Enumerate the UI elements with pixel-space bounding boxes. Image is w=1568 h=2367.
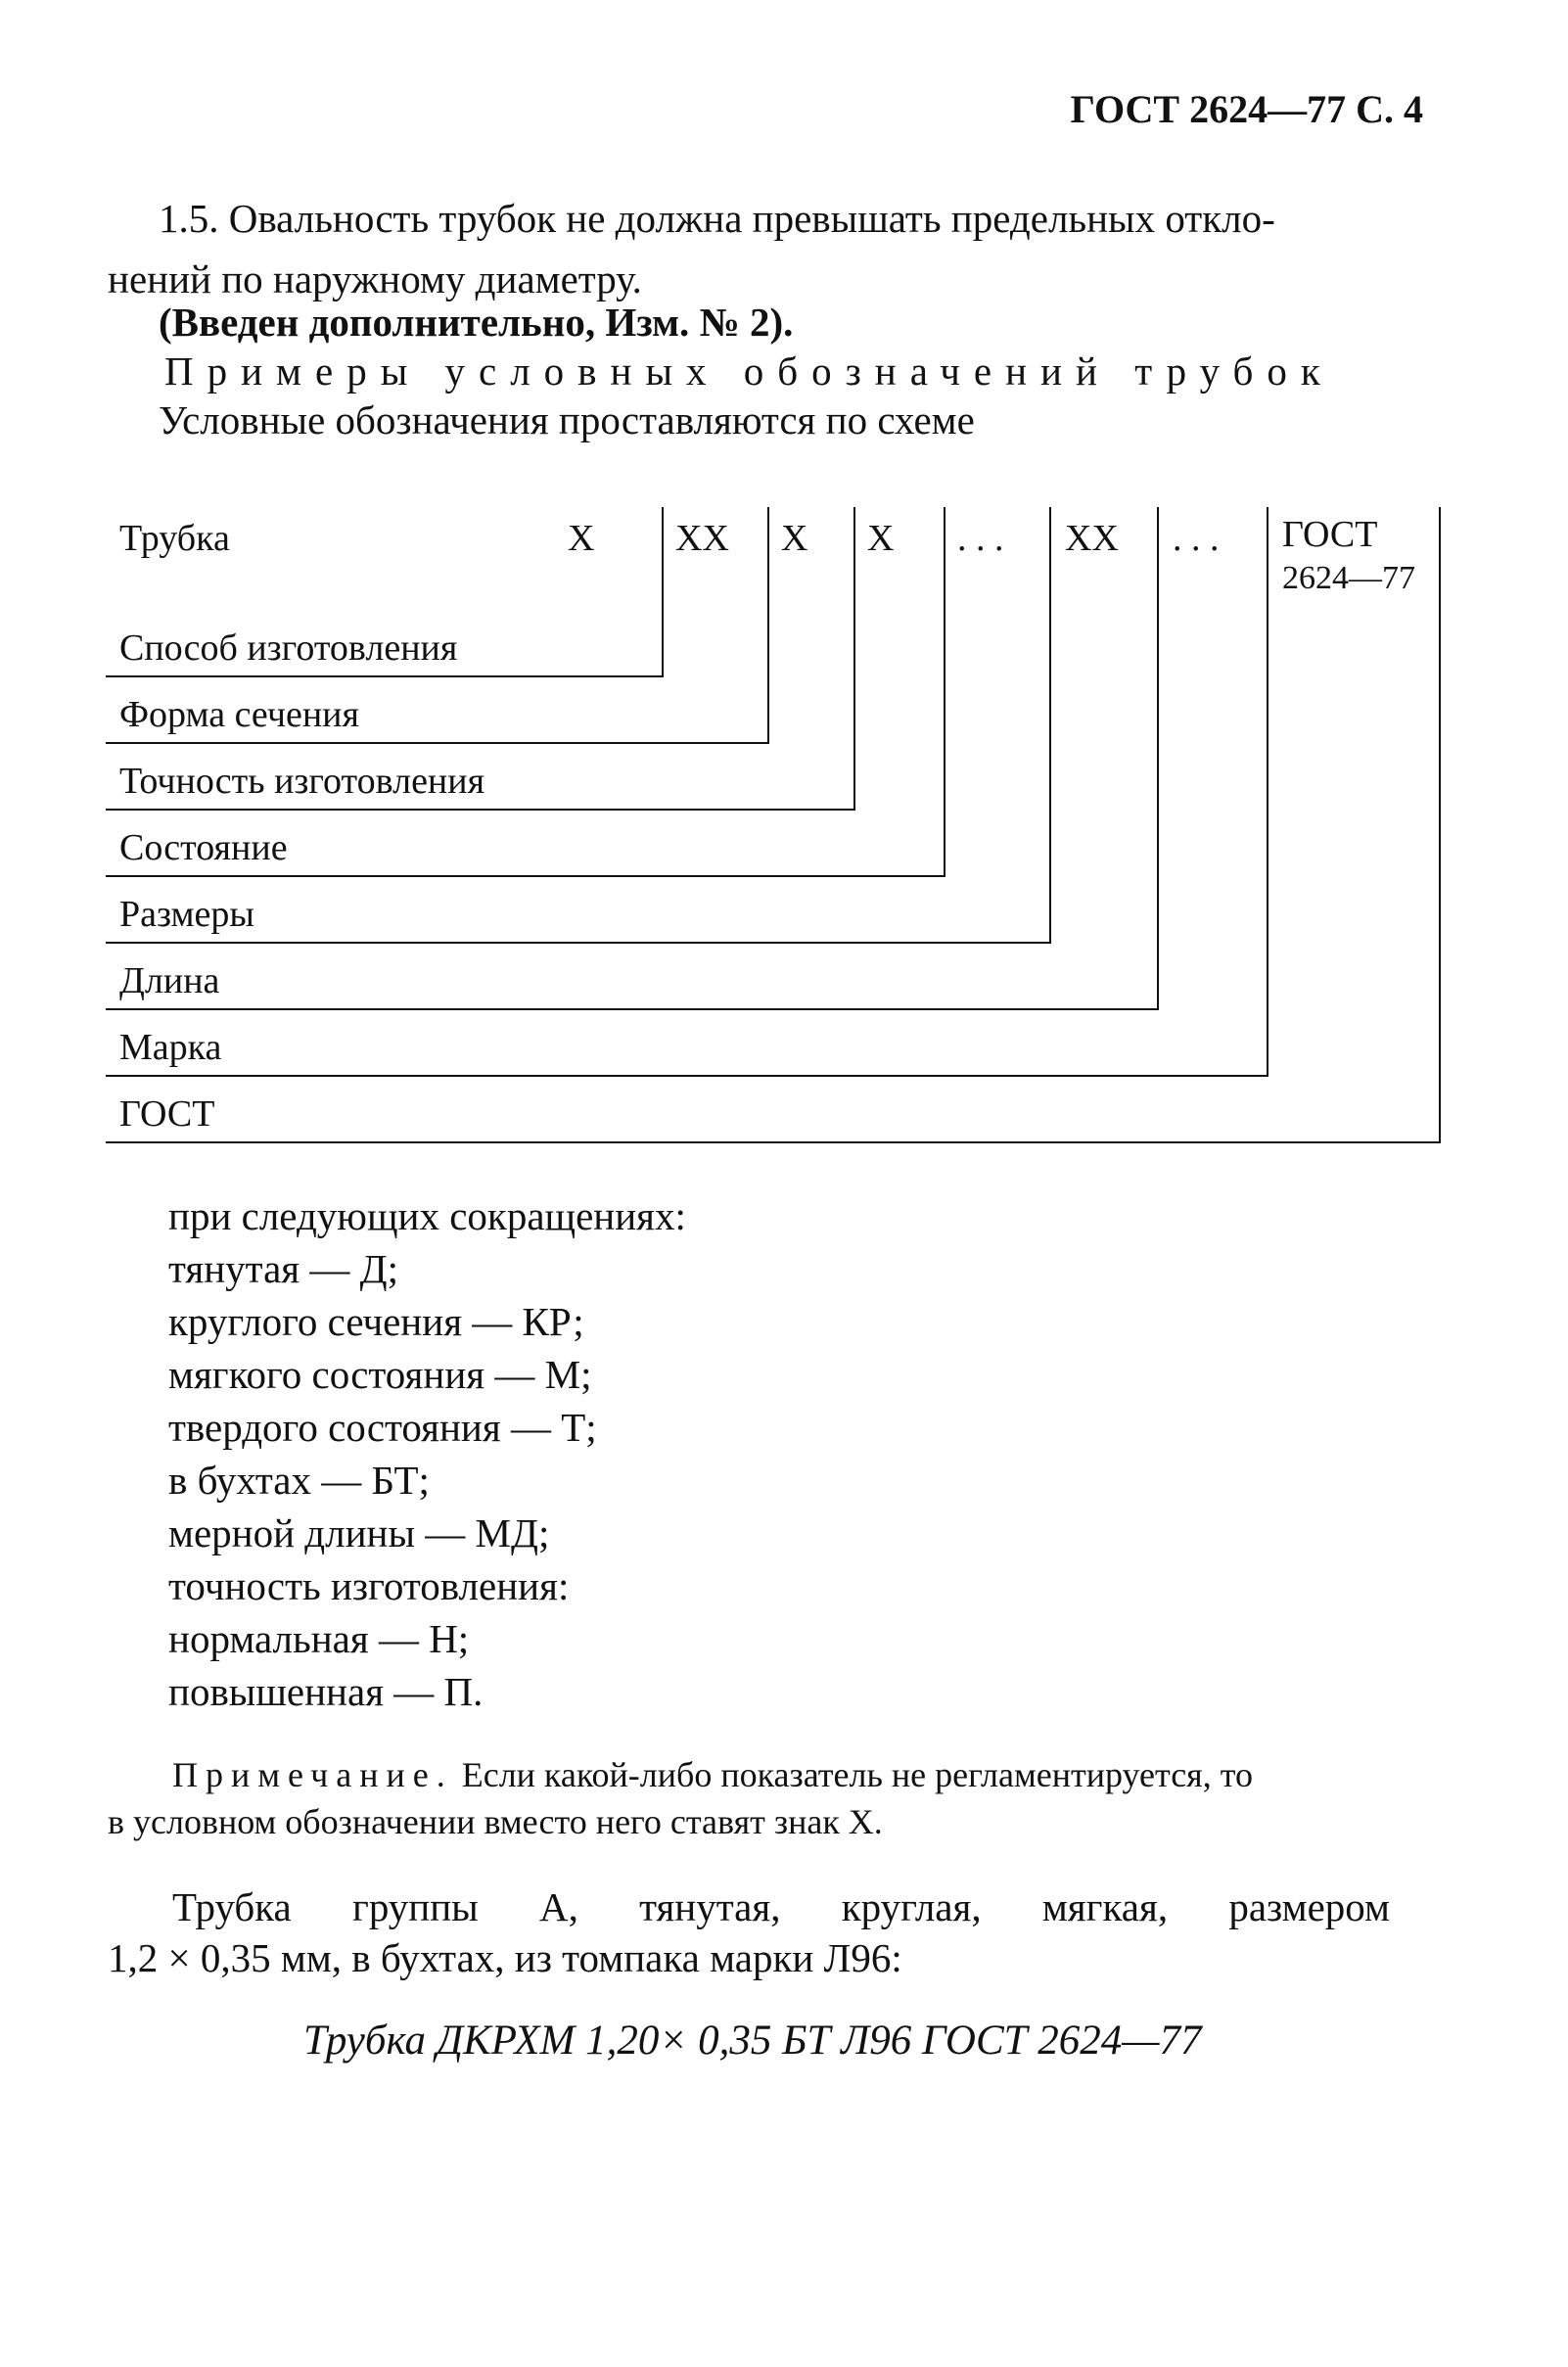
scheme-vline-1 <box>662 507 664 677</box>
scheme-line-precision <box>106 809 855 811</box>
abbrev-item: нормальная — Н; <box>168 1616 470 1661</box>
example-line-2: 1,2 × 0,35 мм, в бухтах, из томпака марки Л96: <box>108 1935 902 1980</box>
scheme-line-method <box>106 675 662 677</box>
scheme-row-length: Длина <box>119 960 220 1001</box>
amendment-note: (Введен дополнительно, Изм. № 2). <box>159 300 794 345</box>
scheme-vline-2 <box>767 507 769 744</box>
scheme-row-precision: Точность изготовления <box>119 761 485 802</box>
scheme-vline-6 <box>1157 507 1159 1010</box>
example-line-1: Трубка группы А, тянутая, круглая, мягкая, размером <box>172 1884 1390 1929</box>
scheme-intro: Условные обозначения проставляются по схеме <box>159 397 975 442</box>
abbrev-item: мягкого состояния — М; <box>168 1352 592 1397</box>
scheme-code-precision: X <box>781 518 808 559</box>
abbrev-item: мерной длины — МД; <box>168 1510 550 1555</box>
scheme-code-method: X <box>568 518 595 559</box>
scheme-code-shape: XX <box>675 518 729 559</box>
abbrev-intro: при следующих сокращениях: <box>168 1193 686 1238</box>
scheme-row-size: Размеры <box>119 894 254 935</box>
abbrev-item: круглого сечения — КР; <box>168 1299 584 1344</box>
abbrev-item: в бухтах — БТ; <box>168 1458 430 1503</box>
scheme-line-state <box>106 875 945 877</box>
scheme-line-shape <box>106 742 769 744</box>
scheme-vline-4 <box>944 507 945 877</box>
examples-heading: Примеры условных обозначений трубок <box>164 348 1334 394</box>
note-line-2: в условном обозначении вместо него ставят знак X. <box>108 1802 883 1841</box>
scheme-vline-3 <box>853 507 855 811</box>
scheme-row-gost: ГОСТ <box>119 1093 215 1135</box>
scheme-gost-label: ГОСТ <box>1282 514 1378 555</box>
note-line-1 <box>172 1754 1253 1795</box>
note-text-1: Если какой-либо показатель не регламентируется, то <box>452 1755 1253 1794</box>
scheme-code-size: XX <box>1065 518 1119 559</box>
scheme-row-grade: Марка <box>119 1027 222 1068</box>
scheme-row-method: Способ изготовления <box>119 627 458 669</box>
abbrev-item: точность изготовления: <box>168 1563 570 1608</box>
scheme-code-dots-2: . . . <box>1173 518 1220 559</box>
scheme-gost-number: 2624—77 <box>1282 560 1415 596</box>
clause-line-2: нений по наружному диаметру. <box>108 256 642 302</box>
abbrev-item: твердого состояния — Т; <box>168 1405 597 1450</box>
scheme-vline-5 <box>1049 507 1051 944</box>
scheme-head: Трубка <box>119 518 230 559</box>
scheme-row-state: Состояние <box>119 827 288 868</box>
scheme-code-state: X <box>867 518 895 559</box>
scheme-line-length <box>106 1008 1159 1010</box>
scheme-row-shape: Форма сечения <box>119 694 359 735</box>
page-header: ГОСТ 2624—77 С. 4 <box>1070 87 1423 131</box>
scheme-line-gost <box>106 1141 1441 1143</box>
scheme-vline-8 <box>1439 507 1441 1143</box>
abbrev-item: повышенная — П. <box>168 1669 484 1714</box>
scheme-line-grade <box>106 1075 1268 1077</box>
clause-line-1: 1.5. Овальность трубок не должна превышать предельных откло- <box>159 196 1275 241</box>
scheme-code-dots-1: . . . <box>957 518 1004 559</box>
note-label: Примечание. <box>172 1755 453 1794</box>
scheme-line-size <box>106 942 1051 944</box>
scheme-vline-7 <box>1267 507 1268 1077</box>
abbrev-item: тянутая — Д; <box>168 1246 399 1291</box>
example-designation: Трубка ДКРХМ 1,20× 0,35 БТ Л96 ГОСТ 2624—77 <box>303 2018 1202 2064</box>
